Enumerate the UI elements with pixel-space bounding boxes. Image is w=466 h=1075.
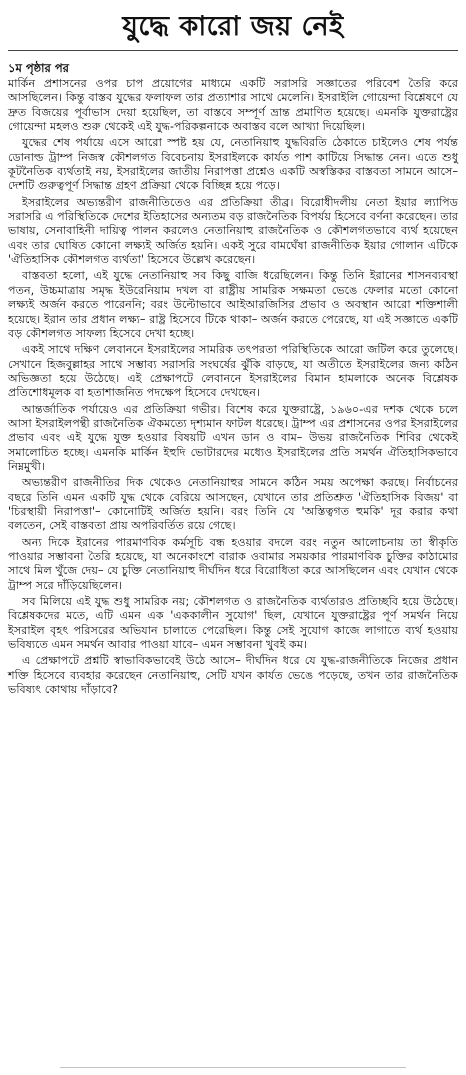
clipping-bottom-edge (0, 1063, 466, 1075)
article-paragraph: ইসরাইলের অভ্যন্তরীণ রাজনীতিতেও এর প্রতিক্রিয়া তীব্র। বিরোধীদলীয় নেতা ইয়ার ল্যাপিড সরাসরি এ পরিস্থিতিকে দেশের ইতিহাসের অন্যতম বড় রাজনৈতিক বিপর্যয় হিসেবে বর্ণনা করেছেন। তার ভাষায়, সেনাবাহিনী দায়িত্ব পালন করলেও নেতানিয়াহু রাজনৈতিক ও কৌশলগতভাবে ব্যর্থ হয়েছেন এবং তার ঘোষিত কোনো লক্ষ্যই অর্জিত হয়নি। একই সুরে বামঘেঁষা রাজনীতিক ইয়ার গোলান এটিকে 'ঐতিহাসিক কৌশলগত ব্যর্থতা' হিসেবে উল্লেখ করেছেন। (8, 195, 458, 267)
article-body (8, 77, 458, 697)
article-paragraph: সব মিলিয়ে এই যুদ্ধ শুধু সামরিক নয়; কৌশলগত ও রাজনৈতিক ব্যর্থতারও প্রতিচ্ছবি হয়ে উঠেছে। বিশ্লেষকদের মতে, এটি এমন এক 'এককালীন সুযোগ' ছিল, যেখানে যুক্তরাষ্ট্রের পূর্ণ সমর্থন নিয়ে ইসরাইল বৃহৎ পরিসরের অভিযান চালাতে পেরেছিল। কিন্তু সেই সুযোগ কাজে লাগাতে ব্যর্থ হওয়ায় ভবিষ্যতে এমন সমর্থন আবার পাওয়া যাবে– এমন সম্ভাবনা খুবই কম। (8, 595, 458, 652)
article-paragraph: এ প্রেক্ষাপটে প্রশ্নটি স্বাভাবিকভাবেই উঠে আসে– দীর্ঘদিন ধরে যে যুদ্ধ-রাজনীতিকে নিজের প্রধান শক্তি হিসেবে ব্যবহার করেছেন নেতানিয়াহু, সেটি যখন কার্যত ভেঙে পড়েছে, তখন তার রাজনৈতিক ভবিষ্যৎ কোথায় দাঁড়াবে? (8, 654, 458, 697)
article-paragraph: অন্য দিকে ইরানের পারমাণবিক কর্মসূচি বন্ধ হওয়ার বদলে বরং নতুন আলোচনায় তা স্বীকৃতি পাওয়ার সম্ভাবনা তৈরি হয়েছে, যা অনেকাংশে বারাক ওবামার সময়কার পারমাণবিক চুক্তির কাঠামোর সাথে মিল খুঁজে দেয়– যে চুক্তি নেতানিয়াহু দীর্ঘদিন ধরে বিরোধিতা করে আসছিলেন এবং যেখান থেকে ট্রাম্প সরে দাঁড়িয়েছিলেন। (8, 535, 458, 592)
headline: যুদ্ধে কারো জয় নেই (8, 4, 458, 51)
article-paragraph: বাস্তবতা হলো, এই যুদ্ধে নেতানিয়াহু সব কিছু বাজি ধরেছিলেন। কিন্তু তিনি ইরানের শাসনব্যবস্থা পতন, উচ্চমাত্রায় সমৃদ্ধ ইউরেনিয়াম দখল বা রাষ্ট্রীয় সামরিক সক্ষমতা ভেঙে ফেলার মতো কোনো লক্ষ্যই অর্জন করতে পারেননি; বরং উল্টোভাবে আইআরজিসির প্রভাব ও অবস্থান আরো শক্তিশালী হয়েছে। ইরান তার প্রধান লক্ষ্য– রাষ্ট্র হিসেবে টিকে থাকা– অর্জন করতে পেরেছে, যা এই সজ্ঞাতে একটি বড় কৌশলগত সাফল্য হিসেবে দেখা হচ্ছে। (8, 269, 458, 340)
continued-from-page-label: ১ম পৃষ্ঠার পর (8, 61, 69, 75)
article-paragraph: যুদ্ধের শেষ পর্যায়ে এসে আরো স্পষ্ট হয় যে, নেতানিয়াহু যুদ্ধবিরতি ঠেকাতে চাইলেও শেষ পর্যন্ত ডোনাল্ড ট্রাম্প নিজস্ব কৌশলগত বিবেচনায় ইসরাইলকে কার্যত পাশ কাটিয়ে সিদ্ধান্ত নেন। এতে শুধু কূটনৈতিক ব্যর্থতাই নয়, ইসরাইলের জাতীয় নিরাপত্তা প্রশ্নেও একটি অস্বস্তিকর বাস্তবতা সামনে আসে– দেশটি গুরুত্বপূর্ণ সিদ্ধান্ত গ্রহণ প্রক্রিয়া থেকে বিচ্ছিন্ন হয়ে পড়ে। (8, 136, 458, 193)
article-paragraph: মার্কিন প্রশাসনের ওপর চাপ প্রয়োগের মাধ্যমে একটি সরাসরি সজ্ঞাতের পরিবেশ তৈরি করে আসছিলেন। কিন্তু বাস্তব যুদ্ধের ফলাফল তার প্রত্যাশার সাথে মেলেনি। ইসরাইলি গোয়েন্দা বিশ্লেষণে যে দ্রুত বিজয়ের পূর্বাভাস দেয়া হয়েছিল, তা বাস্তবে সম্পূর্ণ ভ্রান্ত প্রমাণিত হয়েছে। এমনকি যুক্তরাষ্ট্রের গোয়েন্দা মহলও শুরু থেকেই এই যুদ্ধ-পরিকল্পনাকে অবাস্তব বলে আখ্যা দিয়েছিল। (8, 77, 458, 134)
article-paragraph: আন্তর্জাতিক পর্যায়েও এর প্রতিক্রিয়া গভীর। বিশেষ করে যুক্তরাষ্ট্রে, ১৯৬০-এর দশক থেকে চলে আসা ইসরাইলপন্থী রাজনৈতিক ঐকমত্যে দৃশ্যমান ফাটল ধরেছে। ট্রাম্প এর প্রশাসনের ওপর ইসরাইলের প্রভাব এবং এই যুদ্ধে যুক্ত হওয়ার বিষয়টি এখন ডান ও বাম– উভয় রাজনৈতিক শিবির থেকেই সমালোচিত হচ্ছে। এমনকি মার্কিন ইহুদি ভোটারদের মধ্যেও ইসরাইলের প্রতি সমর্থন ঐতিহাসিকভাবে নিম্নমুখী। (8, 402, 458, 473)
article-paragraph: অভ্যন্তরীণ রাজনীতির দিক থেকেও নেতানিয়াহুর সামনে কঠিন সময় অপেক্ষা করছে। নির্বাচনের বছরে তিনি এমন একটি যুদ্ধ থেকে বেরিয়ে আসছেন, যেখানে তার প্রতিশ্রুত 'ঐতিহাসিক বিজয়' বা 'চিরস্থায়ী নিরাপত্তা'– কোনোটিই অর্জিত হয়নি। বরং তিনি যে 'অস্তিত্বগত হুমকি' দূর করার কথা বলতেন, সেই বাস্তবতা প্রায় অপরিবর্তিত রয়ে গেছে। (8, 476, 458, 533)
article-paragraph: একই সাথে দক্ষিণ লেবাননে ইসরাইলের সামরিক তৎপরতা পরিস্থিতিকে আরো জটিল করে তুলেছে। সেখানে হিজবুল্লাহর সাথে সম্ভাব্য সরাসরি সংঘর্ষের ঝুঁকি বাড়ছে, যা অতীতে ইসরাইলের জন্য কঠিন অভিজ্ঞতা হয়ে উঠেছে। এই প্রেক্ষাপটে লেবাননে ইসরাইলের বিমান হামলাকে অনেক বিশ্লেষক প্রতিশোধমূলক বা হতাশাজনিত পদক্ষেপ হিসেবে দেখছেন। (8, 343, 458, 400)
